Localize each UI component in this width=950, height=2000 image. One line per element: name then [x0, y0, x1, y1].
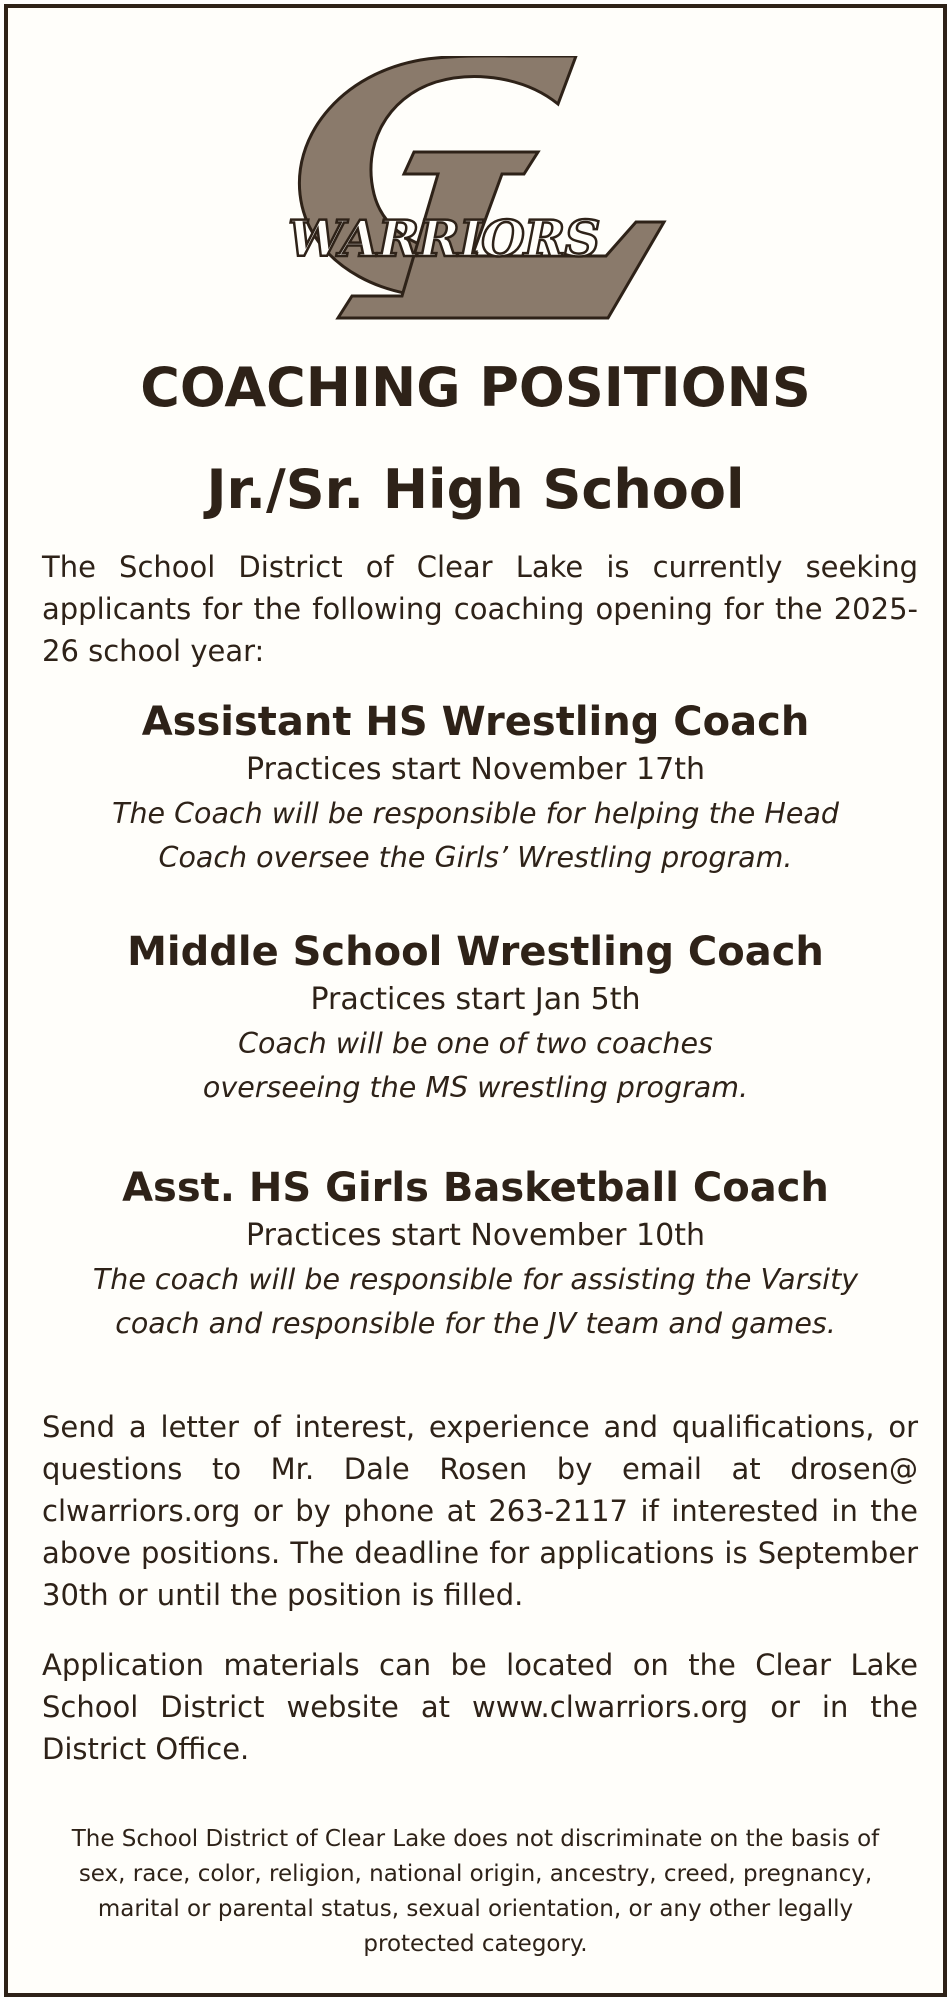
position-assistant-hs-wrestling — [8, 696, 943, 880]
position-description-line: Coach oversee the Girls’ Wrestling program. — [158, 841, 793, 874]
position-title: Assistant HS Wrestling Coach — [141, 699, 810, 745]
materials-paragraph: Application materials can be located on the Clear Lake School District website at www.clwarriors.org or in the District Office. — [42, 1648, 918, 1766]
logo-warriors-banner — [286, 206, 599, 268]
heading-title: COACHING POSITIONS — [140, 356, 811, 419]
position-description-line: The Coach will be responsible for helping the Head — [112, 797, 839, 830]
position-title: Middle School Wrestling Coach — [127, 929, 824, 975]
position-start-date: Practices start Jan 5th — [310, 982, 641, 1017]
svg-text:WARRIORS: WARRIORS — [288, 209, 600, 268]
position-ms-wrestling — [8, 926, 943, 1110]
cl-warriors-logo — [286, 56, 686, 324]
ad-frame — [4, 4, 947, 1997]
position-title: Asst. HS Girls Basketball Coach — [122, 1165, 829, 1211]
position-girls-basketball — [8, 1162, 943, 1346]
intro-paragraph: The School District of Clear Lake is currently seeking applicants for the following coaching opening for the 2025-26 school year: — [42, 550, 918, 668]
position-start-date: Practices start November 10th — [246, 1218, 705, 1253]
position-description-line: overseeing the MS wrestling program. — [202, 1071, 749, 1104]
contact-paragraph: Send a letter of interest, experience and qualifications, or questions to Mr. Dale Rosen by email at drosen@ clwarriors.org or by phone at 263-2117 if interested in the above positions. The deadline for applications is September 30th or until the position is filled. — [42, 1410, 918, 1612]
position-start-date: Practices start November 17th — [246, 752, 705, 787]
position-description-line: Coach will be one of two coaches — [238, 1027, 713, 1060]
position-description-line: coach and responsible for the JV team and games. — [115, 1307, 836, 1340]
heading-subtitle: Jr./Sr. High School — [206, 458, 745, 521]
non-discrimination-statement: The School District of Clear Lake does not discriminate on the basis of sex, race, color, religion, national origin, ancestry, creed, pregnancy, marital or parental status, sexual orientation, or any other legally protected category. — [71, 1826, 880, 1957]
position-description-line: The coach will be responsible for assisting the Varsity — [92, 1263, 859, 1296]
